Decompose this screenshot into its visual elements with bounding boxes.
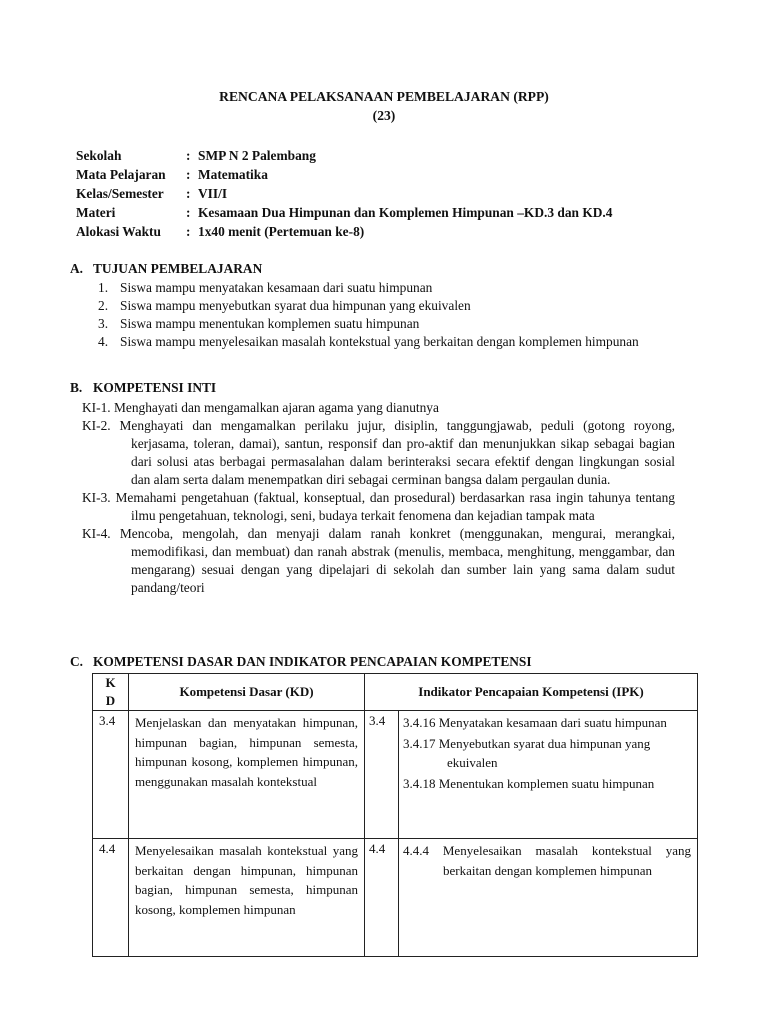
indicator-item: 3.4.16 Menyatakan kesamaan dari suatu himpunan <box>403 715 667 730</box>
core-competencies-list <box>82 399 675 597</box>
section-a-heading: A. TUJUAN PEMBELAJARAN <box>70 261 263 276</box>
core-competency-ki1: KI-1. Menghayati dan mengamalkan ajaran agama yang dianutnya <box>82 400 439 415</box>
meta-row-time: Alokasi Waktu : 1x40 menit (Pertemuan ke-8) <box>76 224 365 239</box>
ipk-number: 4.4 <box>365 839 399 957</box>
core-competency-ki4: KI-4. Mencoba, mengolah, dan menyaji dalam ranah konkret (menggunakan, mengurai, merangkai, memodifikasi, dan membuat) dan ranah abstrak (menulis, membaca, menghitung, menggambar, dan mengarang) sesuai dengan yang dipelajari di sekolah dan sumber lain yang sama dalam sudut pandang/teori <box>82 526 675 595</box>
header-ipk: Indikator Pencapaian Kompetensi (IPK) <box>365 674 698 711</box>
list-item: 2. Siswa mampu menyebutkan syarat dua himpunan yang ekuivalen <box>98 298 471 313</box>
table-row <box>93 839 698 957</box>
ipk-indicators <box>399 711 698 839</box>
identity-block <box>76 146 612 241</box>
kd-text: Menjelaskan dan menyatakan himpunan, himpunan bagian, himpunan semesta, himpunan kosong, komplemen himpunan, menggunakan masalah kontekstual <box>129 711 365 839</box>
ipk-number: 3.4 <box>365 711 399 839</box>
kd-text: Menyelesaikan masalah kontekstual yang berkaitan dengan himpunan, himpunan bagian, himpunan semesta, himpunan kosong, komplemen himpunan <box>129 839 365 957</box>
document-number: (23) <box>372 108 396 123</box>
table-header-row <box>93 674 698 711</box>
meta-row-class: Kelas/Semester : VII/I <box>76 186 228 201</box>
meta-row-subject: Mata Pelajaran : Matematika <box>76 167 268 182</box>
competency-table <box>92 673 698 957</box>
section-b-heading: B. KOMPETENSI INTI <box>70 380 217 395</box>
ipk-indicators <box>399 839 698 957</box>
meta-row-school: Sekolah : SMP N 2 Palembang <box>76 148 316 163</box>
header-kd: Kompetensi Dasar (KD) <box>129 674 365 711</box>
indicator-item: 3.4.18 Menentukan komplemen suatu himpunan <box>403 776 655 791</box>
document-title: RENCANA PELAKSANAAN PEMBELAJARAN (RPP) <box>219 89 549 104</box>
list-item: 4. Siswa mampu menyelesaikan masalah kontekstual yang berkaitan dengan komplemen himpunan <box>98 334 639 349</box>
indicator-item: 4.4.4 Menyelesaikan masalah kontekstual yang berkaitan dengan komplemen himpunan <box>403 843 691 878</box>
kd-number: 4.4 <box>93 839 129 957</box>
header-kd-short: K D <box>93 674 129 711</box>
kd-number: 3.4 <box>93 711 129 839</box>
section-c-heading: C. KOMPETENSI DASAR DAN INDIKATOR PENCAPAIAN KOMPETENSI <box>70 654 532 669</box>
list-item: 1. Siswa mampu menyatakan kesamaan dari suatu himpunan <box>98 280 433 295</box>
table-row <box>93 711 698 839</box>
indicator-item: 3.4.17 Menyebutkan syarat dua himpunan yang ekuivalen <box>403 736 651 770</box>
meta-row-material: Materi : Kesamaan Dua Himpunan dan Komplemen Himpunan –KD.3 dan KD.4 <box>76 205 613 220</box>
learning-objectives-list <box>98 279 675 351</box>
core-competency-ki3: KI-3. Memahami pengetahuan (faktual, konseptual, dan prosedural) berdasarkan rasa ingin tahunya tentang ilmu pengetahuan, teknologi, seni, budaya terkait fenomena dan kejadian tampak mata <box>82 490 675 523</box>
list-item: 3. Siswa mampu menentukan komplemen suatu himpunan <box>98 316 420 331</box>
core-competency-ki2: KI-2. Menghayati dan mengamalkan perilaku jujur, disiplin, tanggungjawab, peduli (gotong royong, kerjasama, toleran, damai), santun, responsif dan pro-aktif dan menunjukkan sikap sebagai bagian dari solusi atas berbagai permasalahan dalam berinteraksi secara efektif dengan lingkungan sosial dan alam serta dalam menempatkan diri sebagai cerminan bangsa dalam pergaulan dunia. <box>82 418 675 487</box>
